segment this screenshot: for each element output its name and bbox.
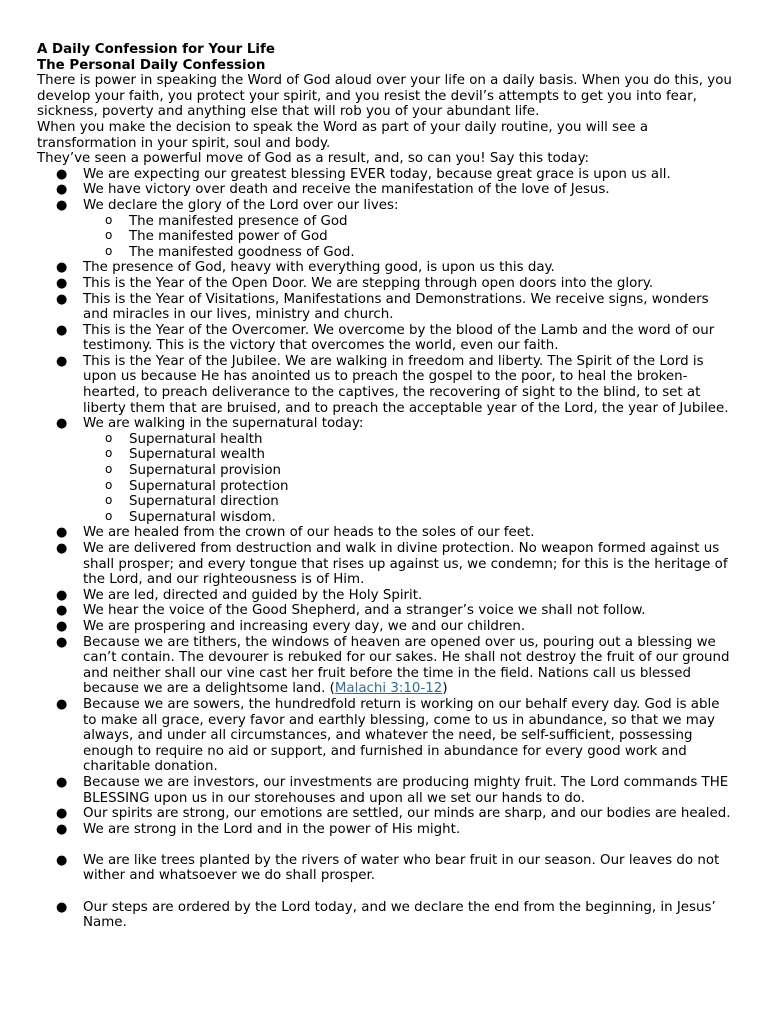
list-item-text: Because we are sowers, the hundredfold return is working on our behalf every day. God is able to make all grace, every favor and earthly blessing, come to us in abundance, so that we may always, and under all circumstances, and whatever the need, be self-sufficient, possessing enough to require no aid or support, and furnished in abundance for every good work and charitable donation. <box>83 696 720 775</box>
sub-bullet-icon: o <box>105 212 113 227</box>
bullet-icon: ● <box>56 603 68 619</box>
list-item <box>37 276 737 292</box>
sub-list-item <box>83 510 737 526</box>
list-item <box>37 853 737 884</box>
scripture-link[interactable]: Malachi 3:10-12 <box>334 681 443 697</box>
list-item-text: We hear the voice of the Good Shepherd, and a stranger’s voice we shall not follow. <box>83 603 646 619</box>
sub-bullet-icon: o <box>105 508 113 523</box>
list-item <box>37 806 737 822</box>
bullet-icon: ● <box>56 618 68 634</box>
bullet-icon: ● <box>56 587 68 603</box>
sub-list-item <box>83 245 737 261</box>
document-body <box>37 42 737 931</box>
bullet-icon: ● <box>56 806 68 822</box>
bullet-icon: ● <box>56 275 68 291</box>
sub-bullet-icon: o <box>105 243 113 258</box>
list-item <box>37 182 737 198</box>
glory-sublist <box>83 214 737 261</box>
sub-list-item <box>83 229 737 245</box>
list-item <box>37 775 737 806</box>
sub-list-item-text: Supernatural protection <box>129 478 289 494</box>
list-item <box>37 198 737 260</box>
sub-bullet-icon: o <box>105 493 113 508</box>
bullet-icon: ● <box>56 525 68 541</box>
list-item-text: We are walking in the supernatural today: <box>83 416 364 432</box>
sub-list-item <box>83 214 737 230</box>
list-item-text: We are expecting our greatest blessing EVER today, because great grace is upon us all. <box>83 166 671 182</box>
list-item <box>37 416 737 525</box>
list-item-text: This is the Year of the Open Door. We are stepping through open doors into the glory. <box>83 275 654 291</box>
closing-paren: ) <box>442 681 448 697</box>
list-item-text: Our spirits are strong, our emotions are settled, our minds are sharp, and our bodies are healed. <box>83 806 731 822</box>
sub-list-item-text: The manifested power of God <box>129 229 328 245</box>
sub-bullet-icon: o <box>105 430 113 445</box>
bullet-icon: ● <box>56 774 68 790</box>
list-item-text: Our steps are ordered by the Lord today, and we declare the end from the beginning, in Jesus’ Name. <box>83 899 716 931</box>
list-item-text: We are delivered from destruction and walk in divine protection. No weapon formed against us shall prosper; and every tongue that rises up against us, we condemn; for this is the heritage of the Lord, and our righteousness is of Him. <box>83 541 728 588</box>
sub-list-item <box>83 432 737 448</box>
list-item-text: We are healed from the crown of our heads to the soles of our feet. <box>83 525 535 541</box>
sub-list-item-text: The manifested goodness of God. <box>129 244 355 260</box>
list-item-text: This is the Year of Visitations, Manifestations and Demonstrations. We receive signs, wonders and miracles in our lives, ministry and church. <box>83 291 709 323</box>
bullet-icon: ● <box>56 696 68 712</box>
list-item-text: Because we are tithers, the windows of heaven are opened over us, pouring out a blessing we can’t contain. The devourer is rebuked for our sakes. He shall not destroy the fruit of our ground and neither shall our vine cast her fruit before the time in the field. Nations call us blessed because we are a delightsome land. ( <box>83 634 730 697</box>
list-item-text: We have victory over death and receive the manifestation of the love of Jesus. <box>83 182 610 198</box>
sub-list-item-text: Supernatural wealth <box>129 447 265 463</box>
sub-list-item-text: Supernatural provision <box>129 463 282 479</box>
list-item <box>37 323 737 354</box>
list-item <box>37 900 737 931</box>
sub-bullet-icon: o <box>105 462 113 477</box>
sub-bullet-icon: o <box>105 228 113 243</box>
list-item <box>37 541 737 588</box>
intro-paragraph-2: When you make the decision to speak the Word as part of your daily routine, you will see a transformation in your spirit, soul and body. <box>37 119 649 151</box>
document-title: A Daily Confession for Your Life <box>37 42 275 57</box>
sub-list-item-text: The manifested presence of God <box>129 213 348 229</box>
list-item <box>37 260 737 276</box>
bullet-icon: ● <box>56 899 68 915</box>
bullet-icon: ● <box>56 353 68 369</box>
list-item-text: The presence of God, heavy with everything good, is upon us this day. <box>83 260 555 276</box>
list-item <box>37 292 737 323</box>
bullet-icon: ● <box>56 416 68 432</box>
list-item-text: We are like trees planted by the rivers of water who bear fruit in our season. Our leaves do not wither and whatsoever we do shall prosper. <box>83 852 720 884</box>
intro-paragraph-3: They’ve seen a powerful move of God as a result, and, so can you! Say this today: <box>37 151 590 167</box>
bullet-icon: ● <box>56 541 68 556</box>
list-item <box>37 697 737 775</box>
list-item <box>37 588 737 604</box>
list-item <box>37 525 737 541</box>
sub-bullet-icon: o <box>105 446 113 461</box>
list-item <box>37 603 737 619</box>
list-item-text: We declare the glory of the Lord over our lives: <box>83 197 399 213</box>
bullet-icon: ● <box>56 322 68 338</box>
bullet-icon: ● <box>56 260 68 276</box>
supernatural-sublist <box>83 432 737 526</box>
list-item-text: This is the Year of the Overcomer. We overcome by the blood of the Lamb and the word of our testimony. This is the victory that overcomes the world, even our faith. <box>83 322 715 354</box>
list-item <box>37 167 737 183</box>
bullet-icon: ● <box>56 182 68 198</box>
bullet-icon: ● <box>56 291 68 307</box>
sub-bullet-icon: o <box>105 477 113 492</box>
sub-list-item-text: Supernatural direction <box>129 494 279 510</box>
list-item-text: Because we are investors, our investments are producing mighty fruit. The Lord commands THE BLESSING upon us in our storehouses and upon all we set our hands to do. <box>83 774 729 806</box>
list-item <box>37 822 737 838</box>
sub-list-item <box>83 479 737 495</box>
sub-list-item <box>83 494 737 510</box>
sub-list-item <box>83 463 737 479</box>
document-subtitle: The Personal Daily Confession <box>37 57 266 73</box>
list-item <box>37 635 737 697</box>
list-item <box>37 354 737 416</box>
list-item-text: We are prospering and increasing every day, we and our children. <box>83 618 526 634</box>
intro-paragraph-1: There is power in speaking the Word of God aloud over your life on a daily basis. When you do this, you develop your faith, you protect your spirit, and you resist the devil’s attempts to get you into fear, sickness, poverty and anything else that will rob you of your abundant life. <box>37 73 732 120</box>
list-item <box>37 619 737 635</box>
confession-list <box>37 167 737 931</box>
sub-list-item-text: Supernatural health <box>129 431 263 447</box>
bullet-icon: ● <box>56 821 68 837</box>
bullet-icon: ● <box>56 634 68 650</box>
list-item-text: We are strong in the Lord and in the power of His might. <box>83 821 461 837</box>
sub-list-item-text: Supernatural wisdom. <box>129 509 276 525</box>
sub-list-item <box>83 447 737 463</box>
list-item-text: We are led, directed and guided by the Holy Spirit. <box>83 587 423 603</box>
bullet-icon: ● <box>56 166 68 182</box>
bullet-icon: ● <box>56 197 68 213</box>
list-item-text: This is the Year of the Jubilee. We are walking in freedom and liberty. The Spirit of the Lord is upon us because He has anointed us to preach the gospel to the poor, to heal the broken-hearted, to preach deliverance to the captives, the recovering of sight to the blind, to set at liberty them that are bruised, and to preach the acceptable year of the Lord, the year of Jubilee. <box>83 353 729 416</box>
bullet-icon: ● <box>56 852 68 868</box>
